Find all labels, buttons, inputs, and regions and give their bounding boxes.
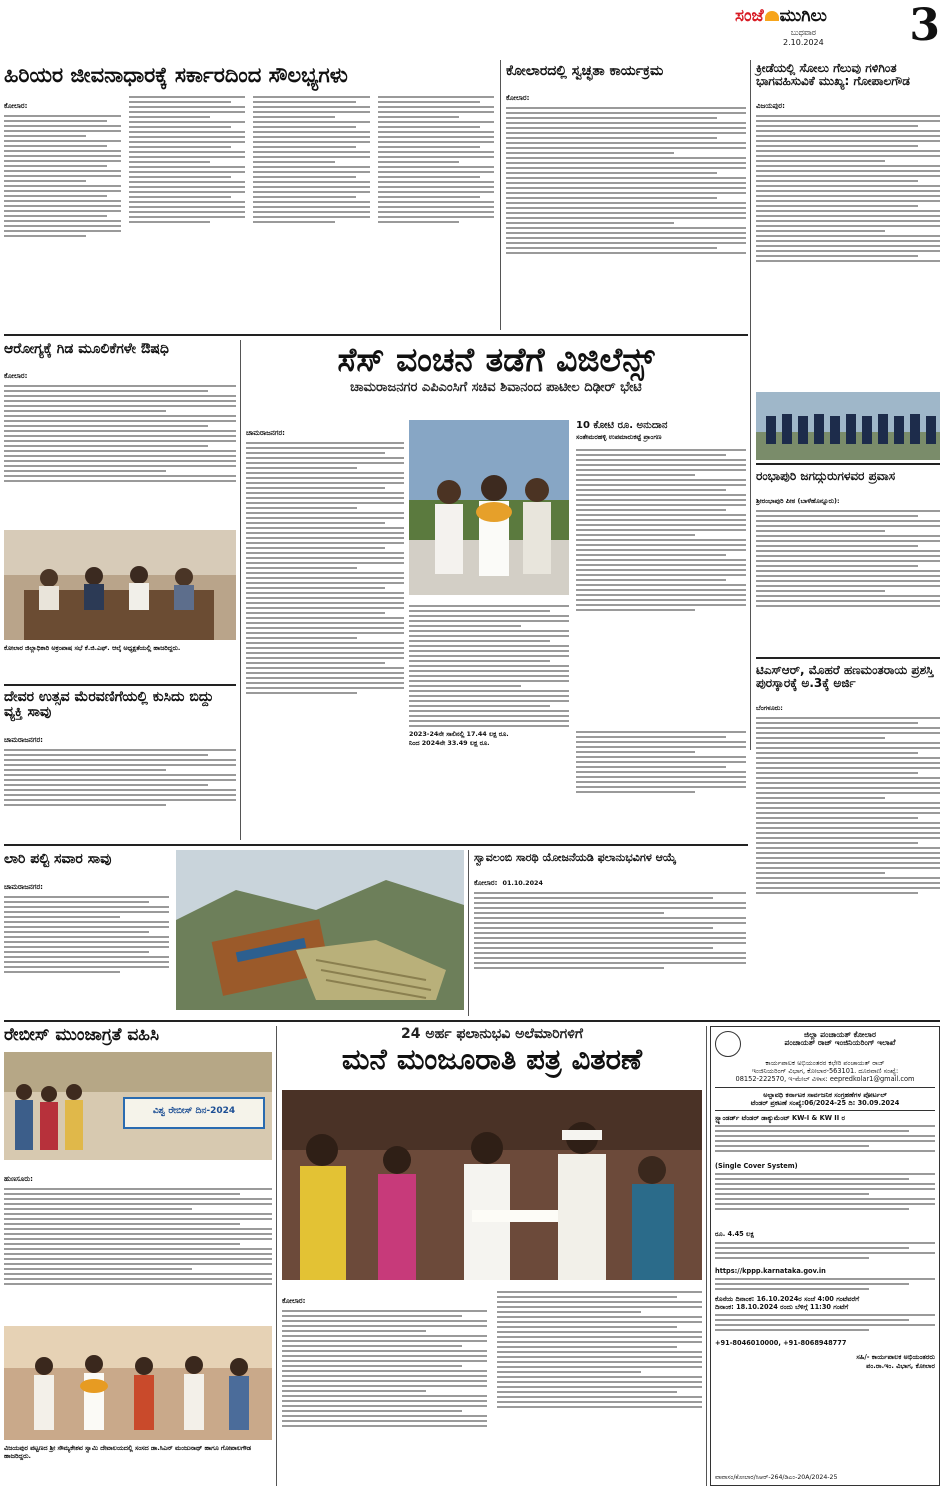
doc-title: ಸ್ಟ್ಯಾಂಡರ್ಡ್ ಟೆಂಡರ್ ಡಾಕ್ಯುಮೆಂಟ್ KW-I & KW II ರ — [715, 1114, 845, 1123]
headline: ರೇಬೀಸ್ ಮುಂಜಾಗ್ರತೆ ವಹಿಸಿ — [4, 1025, 160, 1045]
temple-event-photo — [4, 1326, 272, 1440]
stat-line: ನಿಂದ 2024ನೇ 33.49 ಲಕ್ಷ ರೂ. — [409, 739, 490, 747]
article-body: ಚಾಮರಾಜನಗರ: — [4, 727, 236, 823]
headline: ಆರೋಗ್ಯಕ್ಕೆ ಗಿಡ ಮೂಲಿಕೆಗಳೇ ಔಷಧಿ — [4, 341, 169, 357]
portal-link[interactable]: https://kppp.karnataka.gov.in — [715, 1266, 826, 1275]
rabies-day-photo — [4, 1052, 272, 1160]
article-housing — [282, 1026, 702, 1486]
kicker: 24 ಅರ್ಹ ಫಲಾನುಭವಿ ಅಲೆಮಾರಿಗಳಿಗೆ — [401, 1026, 583, 1042]
article-body — [497, 1288, 702, 1484]
headline: ಸೆಸ್ ವಂಚನೆ ತಡೆಗೆ ವಿಜಿಲೆನ್ಸ್ — [337, 340, 655, 379]
office-name: ಜಿಲ್ಲಾ ಪಂಚಾಯತ್ ಕೋಲಾರ — [804, 1030, 876, 1039]
article-herbs — [4, 340, 236, 680]
article-sports — [756, 60, 940, 390]
article-body: ಕೋಲಾರ: 01.10.2024 — [474, 870, 746, 1010]
office-dept: ಪಂಚಾಯತ್ ರಾಜ್ ಇಂಜಿನಿಯರಿಂಗ್ ಇಲಾಖೆ — [784, 1038, 896, 1048]
article-body — [378, 93, 495, 318]
article-body — [253, 93, 370, 318]
tender-number: ಟೆಂಡರ್ ಪ್ರಕಟಣೆ ಸಂಖ್ಯೆ:06/2024-25 ದಿ: 30.09.2024 — [750, 1098, 900, 1107]
headline: ದೇವರ ಉತ್ಸವ ಮೆರವಣಿಗೆಯಲ್ಲಿ ಕುಸಿದು ಬಿದ್ದು ವ್ಯಕ್ತಿ ಸಾವು — [4, 689, 214, 721]
article-swavalambi — [474, 850, 746, 1015]
article-body: ಹುಣಸೂರು: — [4, 1166, 272, 1346]
article-body — [576, 728, 746, 832]
article-body: ಚಾಮರಾಜನಗರ: — [246, 420, 404, 830]
minister-photo — [409, 420, 569, 595]
page-number: 3 — [909, 0, 940, 51]
headline: ರಂಭಾಪುರಿ ಜಗದ್ಗುರುಗಳವರ ಪ್ರವಾಸ — [756, 469, 896, 483]
tender-body — [715, 1239, 935, 1267]
sun-icon — [765, 11, 779, 21]
article-rambhapuri — [756, 466, 940, 656]
article-body: ಕೋಲಾರ: — [282, 1288, 487, 1484]
signature: ಸಹಿ/- ಕಾರ್ಯಪಾಲಕ ಅಭಿಯಂತರರು — [856, 1353, 935, 1362]
masthead — [735, 0, 940, 51]
open-date: ದಿನಾಂಕ: 18.10.2024 ರಂದು ಬೆಳಿಗ್ಗೆ 11:30 ಗಂಟೆಗೆ — [715, 1303, 849, 1312]
reference-number: ವಾವಾಸಂ/ಕೋಲಾರ/ಸಿಆರ್-264/ಡಿಎಂ-20A/2024-25 — [715, 1473, 838, 1481]
lorry-accident-photo — [176, 850, 464, 1010]
subheadline: ಚಾಮರಾಜನಗರ ಎಪಿಎಂಸಿಗೆ ಸಚಿವ ಶಿವಾನಂದ ಪಾಟೀಲ ದಿಢೀರ್ ಭೇಟಿ — [350, 380, 642, 396]
article-cess-vigilance — [246, 340, 746, 840]
article-tsr-award — [756, 660, 940, 1020]
tender-body — [715, 1275, 935, 1295]
tender-body — [715, 1122, 935, 1162]
article-lorry — [4, 850, 464, 1015]
sidebar-title: 10 ಕೋಟಿ ರೂ. ಅನುದಾನ — [576, 420, 668, 431]
edition-date: ಬುಧವಾರ 2.10.2024 — [783, 28, 824, 47]
signature-office: ಪಂ.ರಾ.ಇಂ. ವಿಭಾಗ, ಕೋಲಾರ — [866, 1361, 935, 1370]
article-body — [129, 93, 246, 318]
headline: ಕ್ರೀಡೆಯಲ್ಲಿ ಸೋಲು ಗೆಲುವು ಗಳಿಗಿಂತ ಭಾಗವಹಿಸುವಿಕೆ ಮುಖ್ಯ: ಗೋಪಾಲಗೌಡ — [756, 61, 910, 89]
sidebar-subtitle: ಸಂತೇಮರಹಳ್ಳಿ ಉಪಮಾರುಕಟ್ಟೆ ಪ್ರಾಂಗಣ — [576, 433, 662, 441]
banner-text: ವಿಶ್ವ ರೇಬೀಸ್ ದಿನ-2024 — [152, 1106, 236, 1116]
stat-line: 2023-24ನೇ ಸಾಲಿನಲ್ಲಿ 17.44 ಲಕ್ಷ ರೂ. — [409, 730, 509, 738]
helpdesk-phones: +91-8046010000, +91-8068948777 — [715, 1339, 847, 1348]
article-body — [409, 602, 569, 832]
article-body: ಕೋಲಾರ: — [4, 363, 236, 533]
article-procession — [4, 688, 236, 838]
article-body: ಕೋಲಾರ: — [506, 85, 746, 330]
article-body: ವಿಜಯಪುರ: — [756, 93, 940, 341]
headline: ಲಾರಿ ಪಲ್ಟಿ ಸವಾರ ಸಾವು — [4, 851, 112, 867]
sidebar-grant — [576, 420, 746, 720]
portal-line: ಅಲ್ಪಾವಧಿ ಕರ್ನಾಟಕ ಸಾರ್ವಜನಿಕ ಸಂಗ್ರಹಣೆಗಳ ಪೋರ್ಟಲ್ — [763, 1090, 887, 1099]
article-body: ಬೆಂಗಳೂರು: — [756, 695, 940, 995]
article-body: ಚಾಮರಾಜನಗರ: — [4, 874, 169, 1014]
article-rabies — [4, 1026, 272, 1486]
article-body: ಕೋಲಾರ: — [4, 93, 121, 318]
headline: ಹಿರಿಯರ ಜೀವನಾಧಾರಕ್ಕೆ ಸರ್ಕಾರದಿಂದ ಸೌಲಭ್ಯಗಳು — [4, 63, 348, 87]
headline: ಮನೆ ಮಂಜೂರಾತಿ ಪತ್ರ ವಿತರಣೆ — [341, 1042, 643, 1076]
article-senior-citizens — [4, 60, 494, 330]
tender-body — [715, 1170, 935, 1230]
tender-body — [715, 1311, 935, 1339]
office-address: ಕಾರ್ಯಪಾಲಕ ಅಭಿಯಂತರರ ಕಛೇರಿ ಪಂಚಾಯತ್ ರಾಜ್ — [765, 1059, 885, 1067]
tender-notice — [710, 1026, 940, 1486]
sidebar-body — [576, 446, 746, 716]
brand-logo: ಸಂಜೆ ಮುಗಿಲು — [735, 6, 827, 26]
distribution-photo — [282, 1090, 702, 1280]
headline: ಕೋಲಾರದಲ್ಲಿ ಸ್ವಚ್ಛತಾ ಕಾರ್ಯಕ್ರಮ — [506, 63, 664, 79]
last-date: ಕೊನೆಯ ದಿನಾಂಕ: 16.10.2024ರ ಸಂಜೆ 4:00 ಗಂಟೆವರೆಗೆ — [715, 1294, 860, 1303]
meeting-photo — [4, 530, 236, 640]
article-body: ಶ್ರೀರಂಭಾಪುರಿ ಪೀಠ (ಬಾಳೆಹೊನ್ನೂರು): — [756, 488, 940, 648]
tender-amount: ರೂ. 4.45 ಲಕ್ಷ — [715, 1230, 754, 1239]
contact-line: 08152-222570, ಇ-ಮೇಲ್ ವಿಳಾಸ: eepredkolar1@gmail.com — [735, 1075, 915, 1084]
photo-caption: ಕೋಲಾರ ಜಿಲ್ಲಾಧಿಕಾರಿ ಅಕ್ರಂಪಾಷ ಸಭೆ ಕೆ.ಜಿ.ಎಫ್. ಆಲ್ಕೆ ಅಧ್ಯಕ್ಷತೆಯಲ್ಲಿ ಹಾಜರಿದ್ದರು. — [4, 644, 181, 652]
headline: ಟಿಎಸ್‌ಆರ್, ಮೊಹರೆ ಹಣಮಂತರಾಯ ಪ್ರಶಸ್ತಿ ಪುರಸ್ಕಾರಕ್ಕೆ ಅ.3ಕ್ಕೆ ಅರ್ಜಿ — [756, 663, 934, 691]
emblem-icon — [715, 1031, 741, 1057]
article-cleanliness — [506, 60, 746, 330]
office-address: ಇಂಜಿನಿಯರಿಂಗ್ ವಿಭಾಗ, ಕೋಲಾರ-563101. ದೂರವಾಣಿ ಸಂಖ್ಯೆ: — [751, 1067, 899, 1076]
photo-caption: ವಿಜಯಪುರ ಪಟ್ಟಣದ ಶ್ರೀ ಸೌಮ್ಯಕೇಶವ ಸ್ವಾಮಿ ದೇವಾಲಯದಲ್ಲಿ ಸಂಸದ ಡಾ.ಸಿಎನ್ ಮಂಜುನಾಥ್ ಹಾಗೂ ಗೋಪಾಲಗೌಡ ಹಾಜರಿದ್ದರು. — [4, 1444, 251, 1460]
sports-photo — [756, 392, 940, 460]
cover-system: (Single Cover System) — [715, 1162, 798, 1171]
headline: ಸ್ವಾವಲಂಬಿ ಸಾರಥಿ ಯೋಜನೆಯಡಿ ಫಲಾನುಭವಿಗಳ ಆಯ್ಕೆ — [474, 851, 677, 864]
